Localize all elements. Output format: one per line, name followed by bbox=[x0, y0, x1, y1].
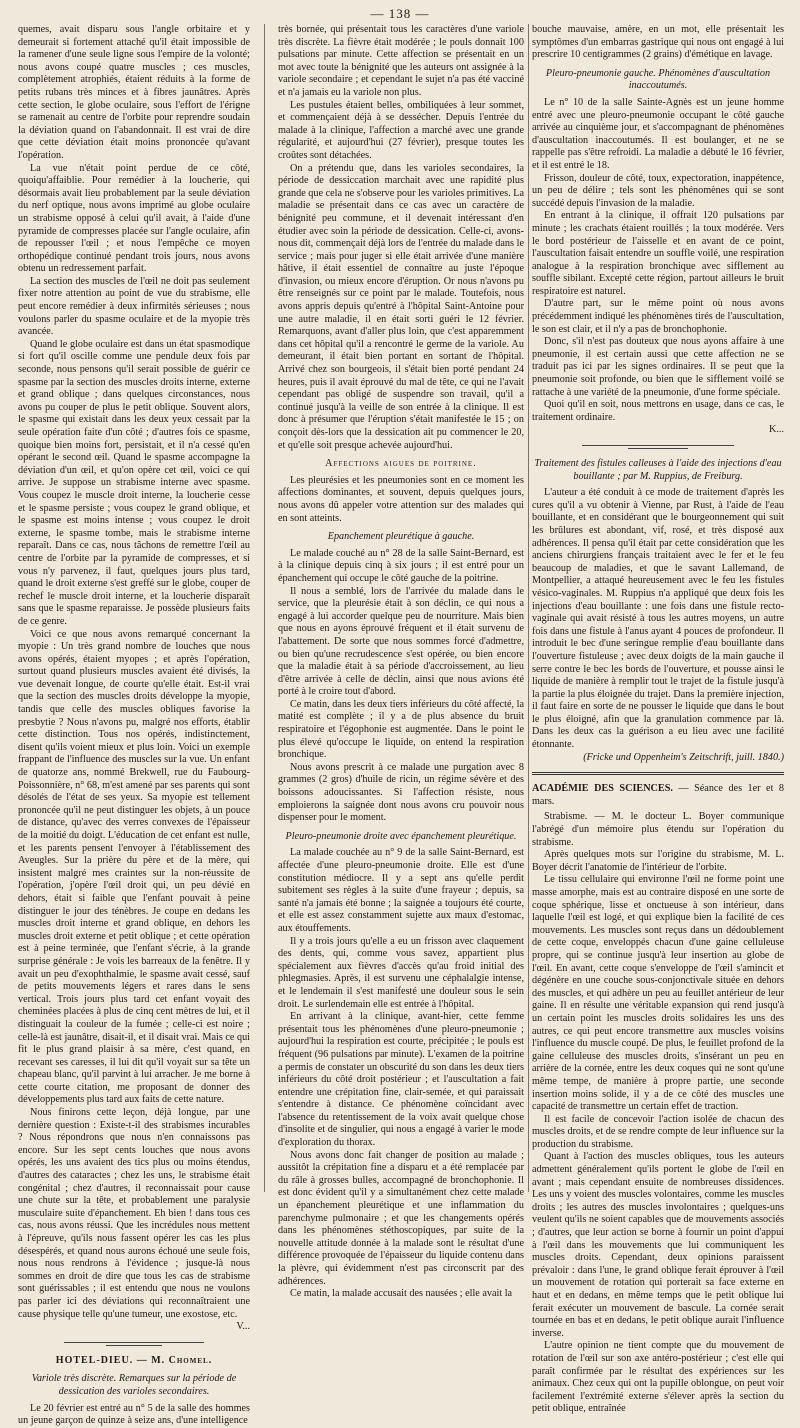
paragraph: Il nous a semblé, lors de l'arrivée du malade dans le service, que la pleurésie était à son déclin, ce qui nous a engagé à lui accorder quelque peu de nourriture. Mais bien que nous en ayons éprouvé fréquent et il était survenu de l'abattement. De sorte que nous sommes forcé d'admettre, ou bien qu'une recrudescence s'est opérée, ou bien encore que la maladie était à sa période d'accroissement, au lieu d'être arrivée à celle de déclin, ainsi que nous avions été porté à le croire tout d'abord. bbox=[278, 585, 524, 698]
paragraph: bouche mauvaise, amère, en un mot, elle présentait les symptômes d'un embarras gastrique qui nous ont engagé à lui prescrire 10 centigrammes (2 grains) d'émétique en lavage. bbox=[532, 24, 784, 61]
article-heading: Pleuro-pneumonie droite avec épanchement pleurétique. bbox=[285, 830, 517, 842]
paragraph: D'autre part, sur le même point où nous avons précédemment indiqué les phénomènes tirés de l'auscultation, le son est clair, et il n'y a pas de bronchophonie. bbox=[532, 298, 784, 335]
divider bbox=[582, 445, 733, 450]
paragraph: L'auteur a été conduit à ce mode de traitement d'après les cures qu'il a vu obtenir à Vienne, par Rust, à l'aide de l'eau bouillante, et en considérant que le bourgeonnement qui suit les brûlures est abondant, vif, rosé, et très disposé aux adhérences. Il pensa qu'il était par cette considération que les anciens chirurgiens français traitaient avec le fer et le feu beaucoup de maladies, et que le savant Lallemand, de Montpellier, a attaqué heureusement avec le feu les fistules vésico-vaginales. M. Ruppius n'a appliqué que deux fois les injections d'eau bouillante : une fois dans une fistule recto-vaginale qui avait résisté à tous les autres moyens, un autre fois dans une fistule à l'anus ayant 4 pouces de profondeur. Il introduit le bec d'une seringue remplie d'eau bouillante dans l'ouverture fistuleuse ; avec deux doigts de la main gauche il serre contre le bec les bords de l'ouverture, et pousse ainsi le liquide de manière à remplir tout le trajet de la fistule jusqu'à la partie la plus éloignée du trajet. Dans la première injection, il faut faire en sorte de ne pousser le liquide que dans le bout le plus éloigné, afin que la granulation commence par là. Dans les deux cas la guérison a eu lieu avec une facilité étonnante. bbox=[532, 487, 784, 751]
paragraph: Il est facile de concevoir l'action isolée de chacun des muscles droits, et de se rendre compte de leur influence sur la production du strabisme. bbox=[532, 1113, 784, 1150]
section-title: Affections aigues de poitrine. bbox=[325, 458, 477, 470]
article-heading: Variole très discrète. Remarques sur la période de dessication des varioles secondaires. bbox=[31, 1373, 237, 1397]
article-heading: Pleuro-pneumonie gauche. Phénomènes d'auscultation inaccoutumés. bbox=[545, 67, 771, 92]
column-3 bbox=[532, 24, 784, 1415]
paragraph: Voici ce que nous avons remarqué concernant la myopie : Un très grand nombre de louches que nous avons opérés, étaient myopes ; et après l'opération, surtout quand plusieurs muscles avaient été divisés, la vue devenait longue, de courte qu'elle était. Est-il vrai que la section des muscles droits développe la myopie, tandis que celle des muscles obliques favorise la presbytie ? Nous n'avons pu, malgré nos efforts, établir cette distinction. Tous nos opérés, indistinctement, disent qu'ils voient mieux et plus loin. Voici un exemple frappant de l'influence des muscles sur la vue. Un enfant de quatorze ans, nommé Brekwell, rue du Faubourg-Poissonnière, n° 68, m'est amené par ses parents qui sont désolés de l'état de ses yeux. Sa myopie est tellement prononcée qu'il ne peut distinguer les objets, à un pouce de distance, qu'avec des verres convexes de l'épaisseur de la moitié du doigt. L'éducation de cet enfant est nulle, et les parents pensent l'envoyer à l'établissement des Aveugles. Sur la prière du père et de la mère, qui insistent malgré mes craintes sur la non-réussite de l'opération, j'opère l'œil droit qui, un peu dévié en dehors, était si faible que l'enfant pouvait à peine distinguer le jour des ténèbres. Je coupe en dedans les muscles droit interne et grand oblique, en dehors les muscles droit externe et petit oblique ; et cette opération est à peine terminée, que l'enfant s'écrie, à la grande surprise générale : Je vois les barreaux de la fenêtre. Il y avait un peu d'exophthalmie, le spasme avait cessé, sauf de petits mouvements légers et rares dans le sens vertical. Trois jours plus tard cet enfant voyait des cheminées placées à plus de cinq cent mètres de lui, et il distinguait la couleur de la fumée ; celle-ci est noire ; celle-là est jaunâtre, disait-il, et il disait vrai. Mais ce qui fit le plus grand plaisir à sa mère, c'est quand, en recevant ses caresses, il lui dit qu'il voyait sur sa tête un chapeau blanc, qu'il parvint à lui arracher. Je me borne à cette courte citation, me proposant de donner des développements plus tard aux faits de cette nature. bbox=[18, 628, 250, 1106]
paragraph: Nous finirons cette leçon, déjà longue, par une dernière question : Existe-t-il des strabismes incurables ? Nous répondrons que nous n'en connaissons pas encore. Sur les sept cents louches que nous avons opérés, les uns avaient des tics plus ou moins étendus, d'autres des cataractes ; chez les uns, le strabisme était congénital ; chez d'autres, il reconnaissait pour cause une chute sur la tête, et probablement une paralysie musculaire suite d'épanchement. Eh bien ! dans tous ces cas, nous avons réussi. Que les incrédules nous mettent à l'épreuve, qu'ils nous fassent opérer les cas les plus désespérés, et quand nous aurons échoué une seule fois, nous nous rendrons à l'évidence ; jusque-là nous sommes en droit de dire que tous les cas de strabisme sont guérissables ; il est entendu que nous ne voulons pas parler ici des déviations qui reconnaîtraient une cause physique telle qu'une tumeur, une exostose, etc. bbox=[18, 1107, 250, 1320]
paragraph: Frisson, douleur de côté, toux, expectoration, inappétence, un peu de délire ; tels sont les phénomènes qui se sont succédé depuis l'invasion de la maladie. bbox=[532, 172, 784, 209]
academie-heading bbox=[532, 783, 784, 808]
paragraph: Ce matin, dans les deux tiers inférieurs du côté affecté, la matité est complète ; il y a de plus absence du bruit respiratoire et l'égophonie est augmentée. Dans le point le plus élevé qu'occupe le liquide, on entend la respiration bronchique. bbox=[278, 698, 524, 761]
column-2 bbox=[278, 24, 524, 1300]
page-number: — 138 — bbox=[370, 6, 430, 21]
section-title: ACADÉMIE DES SCIENCES. bbox=[532, 783, 673, 795]
article-heading: Traitement des fistules calleuses à l'aide des injections d'eau bouillante ; par M. Ruppius, de Freiburg. bbox=[534, 458, 782, 482]
divider bbox=[532, 772, 784, 775]
paragraph: Ce matin, la malade accusait des nausées ; elle avait la bbox=[290, 1288, 513, 1300]
signature: K... bbox=[769, 424, 784, 436]
column-rule bbox=[528, 24, 529, 1192]
paragraph: Les pleurésies et les pneumonies sont en ce moment les affections dominantes, et souvent, depuis quelques jours, nous avons dû appeler votre attention sur des malades qui en sont atteints. bbox=[278, 474, 524, 524]
paragraph: Nous avons donc fait changer de position au malade ; aussitôt la crépitation fine a disparu et a été remplacée par du râle à grosses bulles, accompagné de bronchophonie. Il est donc évident qu'il y a simultanément chez cette malade un épanchement pleurétique et une inflammation du parenchyme pulmonaire ; et que les changements opérés dans les phénomènes stéthoscopiques, par suite de la nouvelle attitude donnée à la malade sont le résultat d'une différence provoquée de l'épaisseur du liquide contenu dans la plèvre, qui évidemment n'est pas circonscrit par des adhérences. bbox=[278, 1149, 524, 1287]
divider bbox=[64, 1342, 203, 1347]
paragraph: La section des muscles de l'œil ne doit pas seulement fixer notre attention au point de vue du strabisme, elle peut encore remédier à deux infirmités sérieuses ; nous voulons parler du spasme oculaire et de la myopie très avancée. bbox=[18, 275, 250, 338]
paragraph: Nous avons prescrit à ce malade une purgation avec 8 grammes (2 gros) d'huile de ricin, un régime sévère et des boissons adoucissantes. Si l'affection résiste, nous emploierons la saignée dont nous avons cru pouvoir nous dispenser pour le moment. bbox=[278, 761, 524, 824]
source-citation bbox=[532, 752, 784, 765]
paragraph: très bornée, qui présentait tous les caractères d'une variole très discrète. La fièvre était modérée ; le pouls donnait 100 pulsations par minute. Cette affection se présentait en un mot avec toute la bénignité que les auteurs ont assignée à la variole secondaire ; et cependant le sujet n'a pas été vacciné et n'a jamais eu la variole non plus. bbox=[278, 24, 524, 98]
article-heading: Epanchement pleurétique à gauche. bbox=[327, 531, 475, 543]
paragraph: En entrant à la clinique, il offrait 120 pulsations par minute ; les crachats étaient rouillés ; la toux modérée. Vers le bord postérieur de l'aisselle et en avant de ce point, l'auscultation faisait entendre un souffle voilé, une respiration analogue à la respiration bronchique avec sifflement au souffle sibilant. Excepté cette région, partout ailleurs le bruit respiratoire est naturel. bbox=[532, 210, 784, 297]
paragraph: Le n° 10 de la salle Sainte-Agnès est un jeune homme entré avec une pleuro-pneumonie occupant le côté gauche arrivée au cinquième jour, et s'accompagnant de phénomènes d'auscultation inaccoutumés. Il est boulanger, et ne se rappelle pas s'être refroidi. La maladie a débuté le 16 février, et il est entré le 18. bbox=[532, 96, 784, 171]
paragraph: Les pustules étaient belles, ombiliquées à leur sommet, et commençaient déjà à se dessécher. Depuis l'entrée du malade à la clinique, l'affection a marché avec une grande régularité, et aujourd'hui (27 février), presque toutes les croûtes sont détachées. bbox=[278, 99, 524, 161]
signature: V... bbox=[236, 1321, 250, 1333]
paragraph: Strabisme. — M. le docteur L. Boyer communique l'abrégé d'un mémoire plus étendu sur l'opération du strabisme. bbox=[532, 811, 784, 848]
paragraph: Après quelques mots sur l'origine du strabisme, M. L. Boyer décrit l'anatomie de l'intérieur de l'orbite. bbox=[532, 849, 784, 873]
section-subtitle: — Séance des 1er et 8 mars. bbox=[532, 783, 784, 807]
paragraph: Le malade couché au n° 28 de la salle Saint-Bernard, est à la clinique depuis cinq à six jours ; il est entré pour un épanchement qui occupe le côté gauche de la poitrine. bbox=[278, 547, 524, 584]
paragraph: En arrivant à la clinique, avant-hier, cette femme présentait tous les phénomènes d'une pleuro-pneumonie ; aujourd'hui la respiration est courte, précipitée ; le pouls est fréquent (96 pulsations par minute). L'examen de la poitrine a permis de constater un obscurité du son dans les deux tiers inférieurs du côté droit postérieur ; et l'auscultation a fait entendre une crépitation fine, clair-semée, et qui paraissait s'entendre à distance. Ce phénomène coïncidant avec l'absence du retentissement de la voix avait quelque chose d'insolite et de singulier, qui nous a engagé à varier le mode d'exploration du thorax. bbox=[278, 1011, 524, 1149]
paragraph: On a prétendu que, dans les varioles secondaires, la période de dessiccation marchait avec une rapidité plus grande que cela ne s'observe pour les varioles primitives. La maladie se présentait dans ce cas avec un caractère de bénignité peu commune, et il devenait intéressant d'en étudier avec soin la période de dessication. Celle-ci, avons-nous dit, commençait déjà lors de l'entrée du malade dans le service ; mais pour juger si elle était arrivée d'une manière hâtive, il était essentiel de connaître au juste l'époque d'invasion, ou mieux encore d'éruption. Or nous n'avons pu être renseignés sur ce point par le malade. Toutefois, nous avons appris depuis qu'entré à l'hôpital Saint-Antoine pour une autre maladie, il en était sorti guéri le 12 février. Remarquons, avant d'aller plus loin, que c'est apparemment dans cet hôpital qu'il a rencontré le germe de la variole. Au demeurant, il était bien portant en sortant de l'hôpital. Arrivé chez son bourgeois, il s'était bien porté pendant 24 heures, puis il avait éprouvé du mal de tête, ce qui ne l'avait cependant pas obligé de suspendre son travail, qu'il a continué jusqu'à la veille de son entrée à la clinique. Il est donc à présumer que l'éruption s'était manifestée le 15 ; on conçoit dès-lors que la dessication ait pu commencer le 20, et qu'elle soit presque achevée aujourd'hui. bbox=[278, 162, 524, 451]
section-title: HOTEL-DIEU. — M. Chomel. bbox=[55, 1354, 213, 1366]
paragraph: Quant à l'action des muscles obliques, tous les auteurs admettent généralement qu'ils portent le globe de l'œil en avant ; mais cependant ensuite de nombreuses dissidences. Les uns y voient des muscles volontaires, comme les muscles droits ; les autres des muscles involontaires ; quelques-uns veulent qu'ils ne soient capables que de mouvements associés ; d'autres, que leur action se borne à fournir un point d'appui à l'œil dans les mouvements que lui communiquent les muscles droits. Cependant, deux opinions paraissent prévaloir : dans l'une, le grand oblique ferait éprouver à l'œil un mouvement de rotation qui porterait sa face externe en haut et en dedans, en même temps que le petit oblique lui ferait exécuter un mouvement de bascule. La cornée serait tournée en bas et en dedans, le petit oblique aurait l'influence inverse. bbox=[532, 1151, 784, 1339]
paragraph: Donc, s'il n'est pas douteux que nous ayons affaire à une pneumonie, il est certain aussi que cette affection ne se traduit pas ici par les signes ordinaires. Il se peut que la pneumonie soit profonde, ou bien que le sifflement voilé se rattache à une variété de la pneumonie, d'une forme spéciale. bbox=[532, 336, 784, 398]
paragraph: Il y a trois jours qu'elle a eu un frisson avec claquement des dents, qui, comme vous savez, appartient plus spécialement aux fièvres d'accès qu'au froid initial des phlegmasies. Après, il est survenu une céphalalgie intense, et le lendemain il s'est manifesté une douleur sous le sein droit. Le surlendemain elle est entrée à l'hôpital. bbox=[278, 935, 524, 1010]
column-1 bbox=[18, 24, 250, 1427]
paragraph: Le 20 février est entré au n° 5 de la salle des hommes un jeune garçon de quinze à seize ans, d'une intelligence bbox=[18, 1402, 250, 1427]
paragraph: Quoi qu'il en soit, nous mettrons en usage, dans ce cas, le traitement ordinaire. bbox=[532, 399, 784, 423]
paragraph: Le tissu cellulaire qui environne l'œil ne forme point une masse amorphe, mais est au contraire disposé en une sorte de coque sphérique, lisse et onctueuse à son intérieur, dans laquelle l'œil est logé, et qui explique bien la facilité de ces mouvements. Les muscles sont reçus dans un dédoublement de cette coque, enveloppés chacun d'une gaine celluleuse propre, qui se continue jusqu'à leur insertion au globe de l'œil. En avant, cette coque s'enveloppe de l'œil s'amincit et dégénère en une couche sous-conjonctivale située en dehors des muscles, et qui adhère un peu au feuillet antérieur de leur gaine. Il en résulte une véritable expansion qui rend jusqu'à un certain point les muscles droits solidaires les uns des autres, ce qui peut encore transmettre aux muscles voisins l'influence du muscle coupé. De plus, le feuillet profond de la gaine celluleuse des muscles droits, s'insérant un peu en arrière de la cornée, entre les deux coques qui ne sont qu'une même tempe, de manière à propre partie, une seconde insertion moins solide, il y a de ce côté des muscles une capacité de transmettre un certain effet de traction. bbox=[532, 874, 784, 1113]
paragraph: La vue n'était point perdue de ce côté, quoiqu'affaiblie. Pour remédier à la loucherie, qui désormais avait lieu probablement par la seule déviation du nerf optique, nous avons imprimé au globe oculaire un strabisme opposé à celui qu'il avait, à l'aide d'une pyramide de compresses placée sur l'angle oculaire, afin de repousser l'œil ; et nous l'empêche ce moyen orthopédique continué pendant trois jours, nous avons obtenu un redressement parfait. bbox=[18, 162, 250, 275]
paragraph: quemes, avait disparu sous l'angle orbitaire et y demeurait si fortement attaché qu'il était impossible de la ramener d'une seule ligne sous l'empire de la volonté; nous avons coupé quatre muscles ; ces muscles, complètement atrophiés, étaient réduits à la forme de petits rubans très minces et à fibres jaunâtres. Après cette section, le globe oculaire, sous l'effort de l'érigne se ramenait au centre de l'orbite pour reprendre soudain la déviation quand on l'abandonnait. Il est vrai de dire que cette déviation était moins prononcée qu'avant l'opération. bbox=[18, 24, 250, 161]
paragraph: L'autre opinion ne tient compte que du mouvement de rotation de l'œil sur son axe antéro-postérieur ; c'est elle qui paraît confirmée par le résultat des expériences sur les animaux. Chez ceux qui ont la pupille oblongue, on peut voir facilement l'extrémité externe s'élever après la section du petit oblique, entraînée bbox=[532, 1340, 784, 1415]
paragraph: Quand le globe oculaire est dans un état spasmodique si fort qu'il oscille comme une pendule deux fois par seconde, nous pensons qu'il serait possible de guérir ce spasme par la section des muscles droits interne, externe et grand oblique ; dans quelques circonstances, nous avons pu couper de plus le petit oblique. Souvent alors, le spasme qui existait dans les deux yeux cessait par la seule opération faite d'un côté ; d'autres fois ce spasme, quoique bien moins fort, persistait, et il n'a cessé qu'en opérant le second œil. Quand le spasme accompagne la déviation d'un œil, et qu'on opère cet œil, voici ce qui arrive. Je suppose un strabisme interne avec spasme. Vous coupez le muscle droit interne, la loucherie cesse et le spasme persiste ; vous coupez le grand oblique, et le spasme est moins intense ; vous coupez le droit externe, le spasme tombe, mais le strabisme interne reparaît. Dans ce cas, nous tâchons de remettre l'œil au centre de l'orbite par la pyramide de compresses, et si vous n'y parvenez, il faut, quelques jours plus tard, quand le droit externe s'est greffé sur le globe, couper de rechef le muscle droit interne, et la loucherie disparaît sans que le spasme reparaisse. Je possède plusieurs faits de ce genre. bbox=[18, 338, 250, 627]
column-rule bbox=[264, 24, 265, 1192]
source-text: (Fricke und Oppenheim's Zeitschrift, juill. 1840.) bbox=[583, 751, 784, 763]
paragraph: La malade couchée au n° 9 de la salle Saint-Bernard, est affectée d'une pleuro-pneumonie droite. Elle est d'une constitution médiocre. Il y a sept ans qu'elle perdit subitement ses règles à la suite d'une frayeur ; depuis, sa santé n'a jamais été bonne ; la saignée a toujours été courte, et elle est assez constamment sujette aux maux d'estomac, aux étouffements. bbox=[278, 847, 524, 934]
